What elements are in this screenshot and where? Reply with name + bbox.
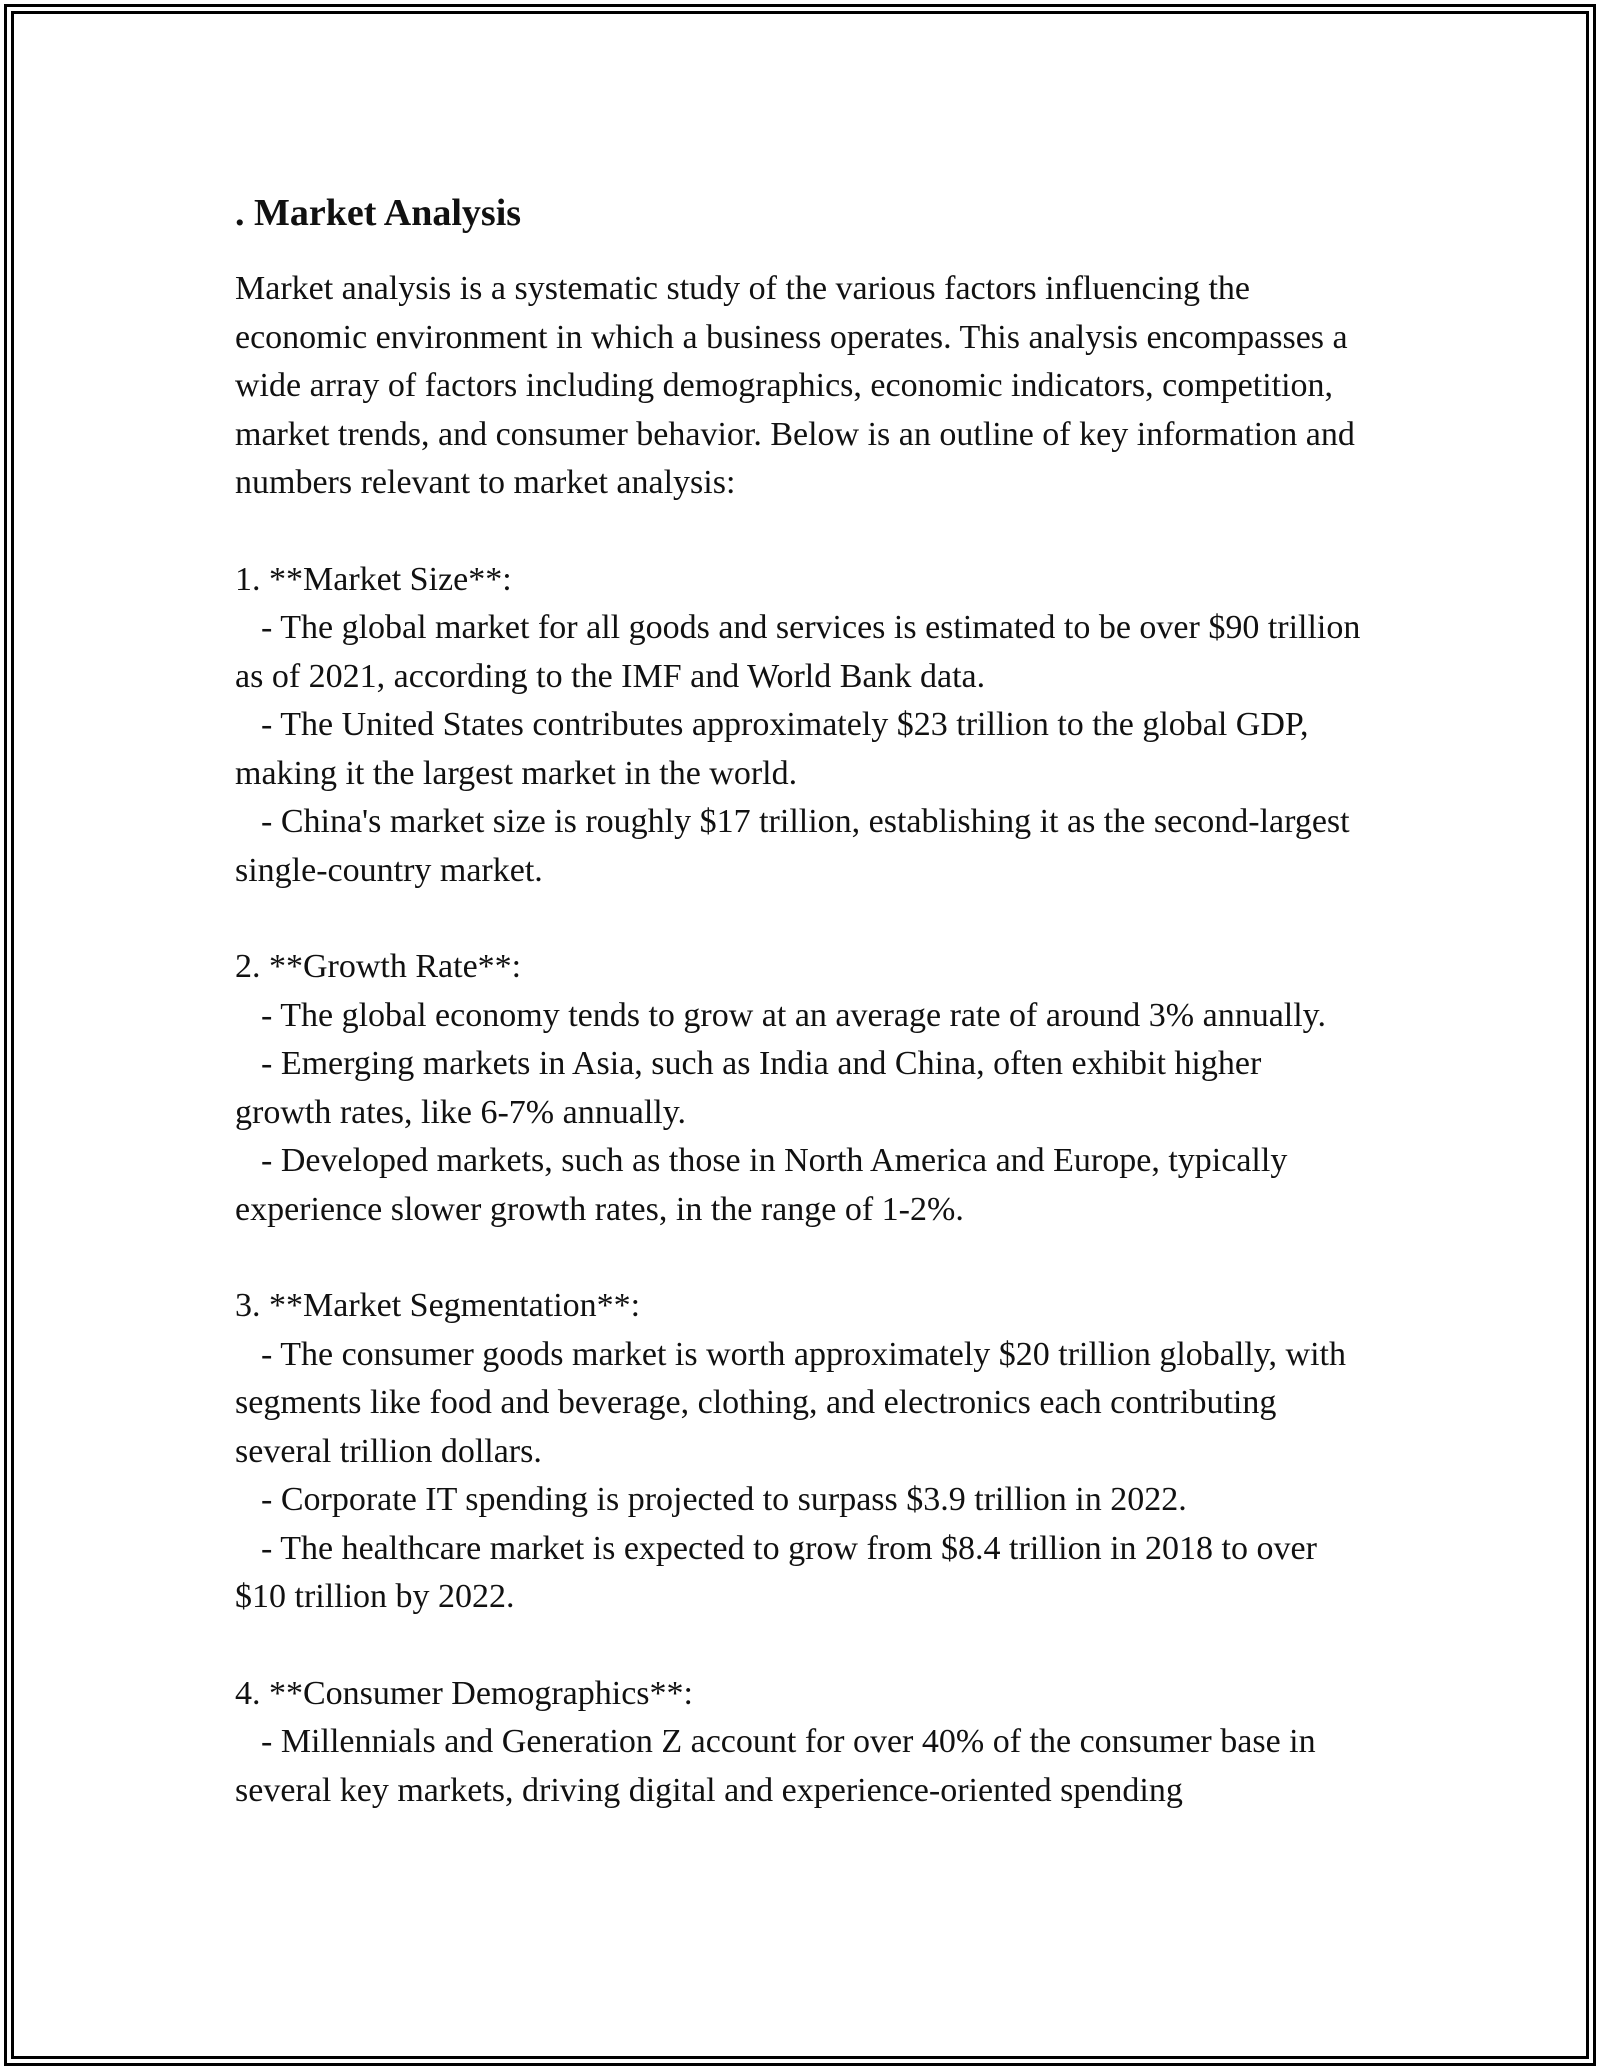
bullet-text: The United States contributes approximately $23 trillion to the global GDP, making it the largest market in the world. [235, 706, 1309, 792]
section-heading: 4. **Consumer Demographics**: [235, 1674, 693, 1712]
bullet-dash: - [261, 1723, 281, 1760]
bullet-dash: - [261, 706, 281, 743]
section-heading: 1. **Market Size**: [235, 560, 512, 598]
bullet-text: The global economy tends to grow at an average rate of around 3% annually. [280, 996, 1326, 1034]
bullet-text: Developed markets, such as those in North America and Europe, typically experience slower growth rates, in the range of 1-2%. [235, 1142, 1288, 1228]
list-item [235, 798, 1365, 895]
section-market-size [235, 556, 1365, 896]
bullet-text: China's market size is roughly $17 trillion, establishing it as the second-largest single-country market. [235, 803, 1350, 889]
list-item [235, 1040, 1365, 1137]
bullet-text: Corporate IT spending is projected to surpass $3.9 trillion in 2022. [280, 1481, 1187, 1518]
bullet-text: The global market for all goods and services is estimated to be over $90 trillion as of 2021, according to the IMF and World Bank data. [235, 609, 1361, 695]
intro-paragraph: Market analysis is a systematic study of the various factors influencing the economic environment in which a business operates. This analysis encompasses a wide array of factors including demographics, economic indicators, competition, market trends, and consumer behavior. Below is an outline of key information and numbers relevant to market analysis: [235, 270, 1355, 501]
bullet-text: The healthcare market is expected to grow from $8.4 trillion in 2018 to over $10 trillion by 2022. [235, 1529, 1317, 1615]
section-growth-rate [235, 943, 1365, 1234]
list-item [235, 1718, 1365, 1815]
list-item [235, 992, 1365, 1041]
bullet-text: Millennials and Generation Z account for over 40% of the consumer base in several key markets, driving digital and experience-oriented spending [235, 1723, 1316, 1809]
list-item [235, 701, 1365, 798]
section-heading: 3. **Market Segmentation**: [235, 1287, 641, 1324]
section-market-segmentation [235, 1282, 1365, 1622]
bullet-dash: - [261, 1142, 281, 1179]
section-consumer-demographics [235, 1670, 1365, 1816]
document-body [235, 188, 1365, 1815]
bullet-dash: - [261, 996, 281, 1034]
list-item [235, 1137, 1365, 1234]
list-item [235, 1476, 1365, 1525]
bullet-dash: - [261, 803, 281, 840]
bullet-text: The consumer goods market is worth approximately $20 trillion globally, with segments like food and beverage, clothing, and electronics each contributing several trillion dollars. [235, 1335, 1346, 1470]
bullet-dash: - [261, 1529, 281, 1567]
list-item [235, 604, 1365, 701]
list-item [235, 1525, 1365, 1622]
section-heading: 2. **Growth Rate**: [235, 948, 522, 985]
bullet-dash: - [261, 609, 281, 646]
bullet-text: Emerging markets in Asia, such as India and China, often exhibit higher growth rates, like 6-7% annually. [235, 1045, 1262, 1131]
bullet-dash: - [261, 1045, 281, 1082]
bullet-dash: - [261, 1335, 281, 1373]
page-title: . Market Analysis [235, 192, 522, 234]
list-item [235, 1331, 1365, 1477]
bullet-dash: - [261, 1481, 281, 1518]
